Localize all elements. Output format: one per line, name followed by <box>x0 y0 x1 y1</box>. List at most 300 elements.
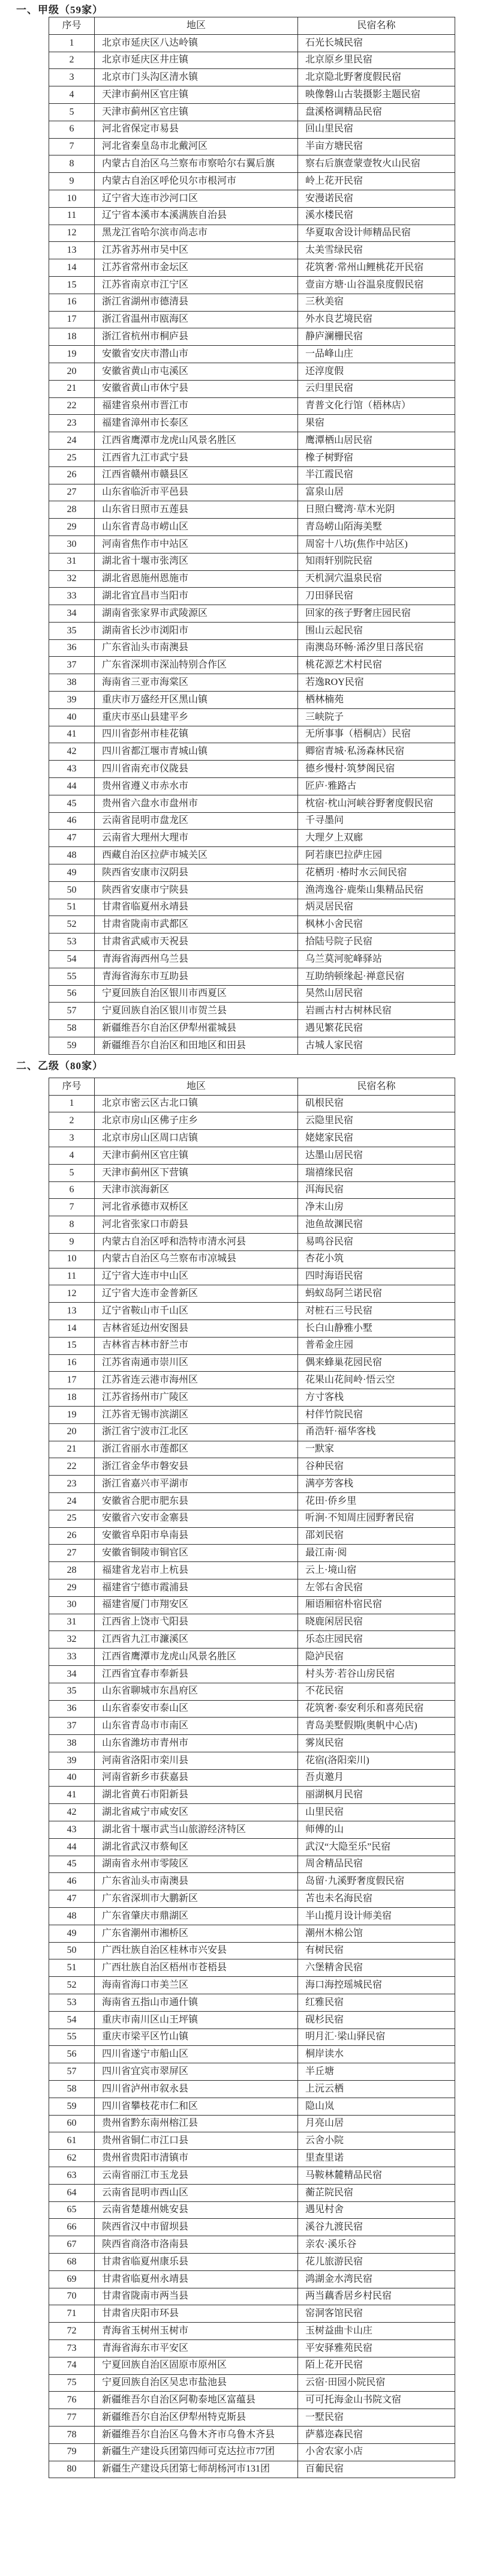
homestay-name-cell: 花筑奢·泰安利乐和喜苑民宿 <box>298 1700 455 1718</box>
region-cell: 山东省聊城市东昌府区 <box>95 1683 298 1700</box>
table-row <box>49 1735 455 1752</box>
homestay-name-cell: 四时海语民宿 <box>298 1268 455 1285</box>
homestay-name-cell: 蚂蚁岛阿兰诺民宿 <box>298 1285 455 1303</box>
table-row <box>49 1873 455 1890</box>
homestay-name-cell: 溪水楼民宿 <box>298 207 455 225</box>
homestay-name-cell: 乌兰莫河驼峰驿站 <box>298 951 455 968</box>
row-number-cell: 43 <box>49 761 95 778</box>
table-row <box>49 121 455 138</box>
region-cell: 安徽省铜陵市铜官区 <box>95 1545 298 1562</box>
homestay-name-cell: 普希金庄园 <box>298 1337 455 1354</box>
table-row <box>49 674 455 692</box>
homestay-name-cell: 刀田驿民宿 <box>298 588 455 605</box>
table-row <box>49 1003 455 1020</box>
homestay-name-cell: 壹亩方塘·山谷温泉度假民宿 <box>298 276 455 294</box>
homestay-name-cell: 鹰潭栖山居民宿 <box>298 432 455 450</box>
table-row <box>49 484 455 501</box>
row-number-cell: 51 <box>49 1959 95 1977</box>
table-row <box>49 311 455 328</box>
row-number-cell: 77 <box>49 2409 95 2427</box>
row-number-cell: 19 <box>49 346 95 363</box>
row-number-cell: 24 <box>49 432 95 450</box>
homestay-name-cell: 丽湖枫月民宿 <box>298 1787 455 1804</box>
homestay-name-cell: 方寸客栈 <box>298 1389 455 1407</box>
row-number-cell: 18 <box>49 1389 95 1407</box>
row-number-cell: 24 <box>49 1492 95 1510</box>
table-row <box>49 519 455 536</box>
table-row <box>49 2426 455 2443</box>
table-row <box>49 2357 455 2374</box>
homestay-name-cell: 百葡民宿 <box>298 2461 455 2478</box>
homestay-name-cell: 上沅云栖 <box>298 2081 455 2098</box>
row-number-cell: 35 <box>49 1683 95 1700</box>
table-row <box>49 2339 455 2357</box>
table-row <box>49 847 455 864</box>
homestay-name-cell: 满亭芳客栈 <box>298 1476 455 1493</box>
row-number-cell: 22 <box>49 1458 95 1476</box>
row-number-cell: 35 <box>49 622 95 639</box>
table-row <box>49 1164 455 1181</box>
homestay-name-cell: 岩画古村古树林民宿 <box>298 1003 455 1020</box>
table-row <box>49 1250 455 1268</box>
row-number-cell: 1 <box>49 1095 95 1112</box>
grade-a-table <box>49 17 455 1055</box>
header-row <box>49 1078 455 1095</box>
region-cell: 云南省昆明市西山区 <box>95 2184 298 2201</box>
region-cell: 江西省九江市武宁县 <box>95 449 298 466</box>
region-cell: 甘肃省陇南市武都区 <box>95 916 298 934</box>
row-number-cell: 14 <box>49 259 95 277</box>
homestay-name-cell: 静庐澜栅民宿 <box>298 328 455 346</box>
homestay-name-cell: 玉树益曲卡山庄 <box>298 2323 455 2340</box>
homestay-name-cell: 雾岚民宿 <box>298 1735 455 1752</box>
row-number-cell: 40 <box>49 708 95 726</box>
region-cell: 河北省承德市双桥区 <box>95 1199 298 1216</box>
table-row <box>49 1441 455 1458</box>
homestay-name-cell: 知雨轩别院民宿 <box>298 553 455 570</box>
row-number-cell: 12 <box>49 225 95 242</box>
homestay-name-cell: 果宿 <box>298 415 455 432</box>
row-number-cell: 13 <box>49 242 95 259</box>
region-cell: 河南省洛阳市栾川县 <box>95 1752 298 1769</box>
region-cell: 四川省泸州市叙永县 <box>95 2081 298 2098</box>
region-cell: 甘肃省陇南市两当县 <box>95 2288 298 2305</box>
row-number-cell: 23 <box>49 1476 95 1493</box>
region-cell: 湖北省恩施州恩施市 <box>95 570 298 588</box>
row-number-cell: 48 <box>49 1908 95 1925</box>
homestay-name-cell: 半丘塘 <box>298 2063 455 2081</box>
region-cell: 安徽省阜阳市阜南县 <box>95 1527 298 1545</box>
region-cell: 山东省泰安市泰山区 <box>95 1700 298 1718</box>
region-cell: 广东省肇庆市鼎湖区 <box>95 1908 298 1925</box>
region-cell: 陕西省安康市汉阴县 <box>95 864 298 882</box>
row-number-cell: 31 <box>49 553 95 570</box>
table-row <box>49 1199 455 1216</box>
homestay-name-cell: 花宿(洛阳栾川) <box>298 1752 455 1769</box>
region-cell: 云南省昆明市盘龙区 <box>95 812 298 830</box>
homestay-name-cell: 隐山岚 <box>298 2098 455 2115</box>
region-cell: 四川省遂宁市船山区 <box>95 2046 298 2063</box>
table-row <box>49 1908 455 1925</box>
row-number-cell: 40 <box>49 1769 95 1787</box>
homestay-name-cell: 姥姥家民宿 <box>298 1130 455 1147</box>
region-cell: 新疆维吾尔自治区和田地区和田县 <box>95 1037 298 1055</box>
table-row <box>49 1372 455 1389</box>
table-row <box>49 1890 455 1908</box>
section-grade-b-heading: 二、乙级（80家） <box>16 1060 103 1072</box>
region-cell: 山东省临沂市平邑县 <box>95 484 298 501</box>
region-cell: 辽宁省大连市中山区 <box>95 1268 298 1285</box>
region-cell: 河南省新乡市获嘉县 <box>95 1769 298 1787</box>
region-cell: 山东省日照市五莲县 <box>95 501 298 519</box>
row-number-cell: 50 <box>49 1942 95 1959</box>
region-cell: 江苏省南京市江宁区 <box>95 276 298 294</box>
region-cell: 贵州省六盘水市盘州市 <box>95 795 298 812</box>
table-row <box>49 2461 455 2478</box>
region-cell: 浙江省丽水市莲都区 <box>95 1441 298 1458</box>
table-row <box>49 1216 455 1234</box>
table-row <box>49 570 455 588</box>
homestay-name-cell: 枕宿·枕山河峡谷野奢度假民宿 <box>298 795 455 812</box>
homestay-name-cell: 华夏取舍设计师精品民宿 <box>298 225 455 242</box>
region-cell: 辽宁省鞍山市千山区 <box>95 1303 298 1320</box>
row-number-cell: 10 <box>49 190 95 207</box>
region-cell: 云南省大理州大理市 <box>95 830 298 847</box>
homestay-name-cell: 最江南·阅 <box>298 1545 455 1562</box>
region-cell: 江苏省常州市金坛区 <box>95 259 298 277</box>
homestay-name-cell: 窑洞客馆民宿 <box>298 2305 455 2323</box>
homestay-name-cell: 富泉山居 <box>298 484 455 501</box>
homestay-name-cell: 枫林小舍民宿 <box>298 916 455 934</box>
column-header-number: 序号 <box>49 17 95 35</box>
region-cell: 甘肃省临夏州永靖县 <box>95 899 298 916</box>
table-row <box>49 415 455 432</box>
table-row <box>49 2167 455 2185</box>
region-cell: 重庆市万盛经开区黑山镇 <box>95 692 298 709</box>
row-number-cell: 62 <box>49 2150 95 2167</box>
region-cell: 河北省秦皇岛市北戴河区 <box>95 138 298 155</box>
table-row <box>49 276 455 294</box>
region-cell: 浙江省嘉兴市平湖市 <box>95 1476 298 1493</box>
row-number-cell: 6 <box>49 1181 95 1199</box>
row-number-cell: 26 <box>49 466 95 484</box>
table-row <box>49 622 455 639</box>
row-number-cell: 57 <box>49 1003 95 1020</box>
column-header-name: 民宿名称 <box>298 1078 455 1095</box>
row-number-cell: 20 <box>49 1423 95 1441</box>
homestay-name-cell: 若逸ROY民宿 <box>298 674 455 692</box>
row-number-cell: 26 <box>49 1527 95 1545</box>
table-row <box>49 1925 455 1942</box>
homestay-name-cell: 古城人家民宿 <box>298 1037 455 1055</box>
table-row <box>49 2288 455 2305</box>
table-row <box>49 605 455 623</box>
table-row <box>49 138 455 155</box>
row-number-cell: 41 <box>49 1787 95 1804</box>
table-row <box>49 2081 455 2098</box>
row-number-cell: 49 <box>49 1925 95 1942</box>
table-row <box>49 1631 455 1648</box>
region-cell: 天津市蓟州区官庄镇 <box>95 103 298 121</box>
homestay-name-cell: 亲农·溪乐谷 <box>298 2236 455 2254</box>
region-cell: 广西壮族自治区桂林市兴安县 <box>95 1942 298 1959</box>
table-row <box>49 155 455 173</box>
row-number-cell: 11 <box>49 207 95 225</box>
table-row <box>49 1406 455 1423</box>
homestay-name-cell: 里查里诺 <box>298 2150 455 2167</box>
table-row <box>49 380 455 397</box>
region-cell: 青海省海东市互助县 <box>95 968 298 985</box>
row-number-cell: 47 <box>49 1890 95 1908</box>
table-row <box>49 1130 455 1147</box>
table-row <box>49 2323 455 2340</box>
table-row <box>49 1942 455 1959</box>
region-cell: 四川省都江堰市青城山镇 <box>95 743 298 761</box>
homestay-name-cell: 周窑十八坊(焦作中站区) <box>298 535 455 553</box>
region-cell: 山东省青岛市崂山区 <box>95 519 298 536</box>
row-number-cell: 32 <box>49 1631 95 1648</box>
homestay-name-cell: 邵刘民宿 <box>298 1527 455 1545</box>
homestay-name-cell: 六堡精舍民宿 <box>298 1959 455 1977</box>
row-number-cell: 45 <box>49 795 95 812</box>
region-cell: 广东省深圳市大鹏新区 <box>95 1890 298 1908</box>
region-cell: 吉林省延边州安图县 <box>95 1320 298 1337</box>
table-row <box>49 1303 455 1320</box>
region-cell: 福建省宁德市霞浦县 <box>95 1579 298 1596</box>
table-row <box>49 1752 455 1769</box>
homestay-name-cell: 谷种民宿 <box>298 1458 455 1476</box>
homestay-name-cell: 马鞍林麓精品民宿 <box>298 2167 455 2185</box>
table-row <box>49 86 455 104</box>
region-cell: 广西壮族自治区梧州市苍梧县 <box>95 1959 298 1977</box>
homestay-name-cell: 小舍农家小店 <box>298 2443 455 2461</box>
homestay-name-cell: 偶来蜂巢花园民宿 <box>298 1354 455 1372</box>
row-number-cell: 28 <box>49 501 95 519</box>
table-row <box>49 1492 455 1510</box>
table-row <box>49 1545 455 1562</box>
homestay-name-cell: 半亩方塘民宿 <box>298 138 455 155</box>
table-row <box>49 553 455 570</box>
table-row <box>49 743 455 761</box>
table-row <box>49 1562 455 1579</box>
homestay-name-cell: 晓鹿闲居民宿 <box>298 1614 455 1631</box>
table-row <box>49 449 455 466</box>
region-cell: 天津市蓟州区下营镇 <box>95 1164 298 1181</box>
table-row <box>49 2305 455 2323</box>
homestay-name-cell: 青普文化行馆（梧林店） <box>298 397 455 415</box>
table-row <box>49 363 455 380</box>
row-number-cell: 37 <box>49 1718 95 1735</box>
table-row <box>49 1994 455 2012</box>
region-cell: 新疆维吾尔自治区伊犁州霍城县 <box>95 1020 298 1037</box>
row-number-cell: 50 <box>49 881 95 899</box>
table-row <box>49 985 455 1003</box>
row-number-cell: 43 <box>49 1821 95 1839</box>
table-row <box>49 1268 455 1285</box>
table-row <box>49 1821 455 1839</box>
homestay-name-cell: 有树民宿 <box>298 1942 455 1959</box>
homestay-name-cell: 可可托海金山书院文宿 <box>298 2392 455 2409</box>
homestay-name-cell: 外水良艺境民宿 <box>298 311 455 328</box>
region-cell: 安徽省合肥市肥东县 <box>95 1492 298 1510</box>
table-row <box>49 242 455 259</box>
row-number-cell: 31 <box>49 1614 95 1631</box>
table-row <box>49 173 455 190</box>
homestay-name-cell: 一墅民宿 <box>298 2409 455 2427</box>
homestay-name-cell: 花栖玥 ·椿时水云间民宿 <box>298 864 455 882</box>
region-cell: 甘肃省临夏州永靖县 <box>95 2270 298 2288</box>
row-number-cell: 33 <box>49 1648 95 1666</box>
row-number-cell: 57 <box>49 2063 95 2081</box>
row-number-cell: 20 <box>49 363 95 380</box>
table-row <box>49 588 455 605</box>
row-number-cell: 56 <box>49 985 95 1003</box>
row-number-cell: 79 <box>49 2443 95 2461</box>
row-number-cell: 39 <box>49 1752 95 1769</box>
table-row <box>49 1337 455 1354</box>
row-number-cell: 19 <box>49 1406 95 1423</box>
homestay-name-cell: 吾贞邀月 <box>298 1769 455 1787</box>
row-number-cell: 56 <box>49 2046 95 2063</box>
table-row <box>49 1648 455 1666</box>
table-row <box>49 2011 455 2029</box>
homestay-name-cell: 隐泸民宿 <box>298 1648 455 1666</box>
region-cell: 江西省鹰潭市龙虎山风景名胜区 <box>95 432 298 450</box>
row-number-cell: 25 <box>49 449 95 466</box>
column-header-region: 地区 <box>95 17 298 35</box>
homestay-name-cell: 半江霞民宿 <box>298 466 455 484</box>
homestay-name-cell: 瑞禧缘民宿 <box>298 1164 455 1181</box>
region-cell: 新疆生产建设兵团第七师胡杨河市131团 <box>95 2461 298 2478</box>
table-row <box>49 1476 455 1493</box>
region-cell: 贵州省铜仁市江口县 <box>95 2132 298 2150</box>
table-row <box>49 692 455 709</box>
region-cell: 浙江省金华市磐安县 <box>95 1458 298 1476</box>
homestay-name-cell: 太美雪绿民宿 <box>298 242 455 259</box>
region-cell: 江苏省连云港市海州区 <box>95 1372 298 1389</box>
region-cell: 内蒙古自治区乌兰察布市察哈尔右翼后旗 <box>95 155 298 173</box>
homestay-name-cell: 陌上花开民宿 <box>298 2357 455 2374</box>
table-row <box>49 2201 455 2219</box>
row-number-cell: 64 <box>49 2184 95 2201</box>
section-grade-a-heading: 一、甲级（59家） <box>16 4 103 16</box>
table-row <box>49 2374 455 2392</box>
table-row <box>49 2409 455 2427</box>
table-row <box>49 1510 455 1527</box>
row-number-cell: 29 <box>49 519 95 536</box>
row-number-cell: 15 <box>49 1337 95 1354</box>
table-row <box>49 1787 455 1804</box>
row-number-cell: 55 <box>49 968 95 985</box>
homestay-name-cell: 遇见繁花民宿 <box>298 1020 455 1037</box>
region-cell: 陕西省安康市宁陕县 <box>95 881 298 899</box>
region-cell: 江苏省扬州市广陵区 <box>95 1389 298 1407</box>
row-number-cell: 6 <box>49 121 95 138</box>
row-number-cell: 17 <box>49 311 95 328</box>
region-cell: 安徽省黄山市屯溪区 <box>95 363 298 380</box>
homestay-name-cell: 青岛美墅假期(奥帆中心店) <box>298 1718 455 1735</box>
table-row <box>49 294 455 311</box>
row-number-cell: 33 <box>49 588 95 605</box>
homestay-name-cell: 红雅民宿 <box>298 1994 455 2012</box>
table-row <box>49 1354 455 1372</box>
region-cell: 广东省汕头市南澳县 <box>95 639 298 657</box>
region-cell: 宁夏回族自治区吴忠市盐池县 <box>95 2374 298 2392</box>
homestay-name-cell: 村伴竹院民宿 <box>298 1406 455 1423</box>
region-cell: 江西省鹰潭市龙虎山风景名胜区 <box>95 1648 298 1666</box>
region-cell: 北京市延庆区八达岭镇 <box>95 34 298 52</box>
homestay-name-cell: 映像磐山古装摄影主题民宿 <box>298 86 455 104</box>
homestay-name-cell: 桃花源艺术村民宿 <box>298 657 455 674</box>
region-cell: 天津市滨海新区 <box>95 1181 298 1199</box>
table-row <box>49 761 455 778</box>
region-cell: 新疆维吾尔自治区阿勒泰地区富蕴县 <box>95 2392 298 2409</box>
row-number-cell: 3 <box>49 1130 95 1147</box>
row-number-cell: 44 <box>49 1838 95 1856</box>
row-number-cell: 59 <box>49 2098 95 2115</box>
table-row <box>49 1527 455 1545</box>
row-number-cell: 34 <box>49 605 95 623</box>
region-cell: 江苏省苏州市吴中区 <box>95 242 298 259</box>
region-cell: 安徽省六安市金寨县 <box>95 1510 298 1527</box>
region-cell: 甘肃省武威市天祝县 <box>95 934 298 951</box>
homestay-name-cell: 溪谷九渡民宿 <box>298 2219 455 2236</box>
homestay-name-cell: 砚杉民宿 <box>298 2011 455 2029</box>
region-cell: 天津市蓟州区官庄镇 <box>95 1147 298 1165</box>
row-number-cell: 38 <box>49 674 95 692</box>
region-cell: 江苏省南通市崇川区 <box>95 1354 298 1372</box>
region-cell: 西藏自治区拉萨市城关区 <box>95 847 298 864</box>
region-cell: 内蒙古自治区呼和浩特市清水河县 <box>95 1233 298 1250</box>
homestay-name-cell: 杏花小筑 <box>298 1250 455 1268</box>
row-number-cell: 80 <box>49 2461 95 2478</box>
row-number-cell: 23 <box>49 415 95 432</box>
region-cell: 北京市房山区佛子庄乡 <box>95 1112 298 1130</box>
homestay-name-cell: 岛留·九溪野奢度假民宿 <box>298 1873 455 1890</box>
region-cell: 江西省九江市濂溪区 <box>95 1631 298 1648</box>
row-number-cell: 5 <box>49 103 95 121</box>
row-number-cell: 53 <box>49 1994 95 2012</box>
row-number-cell: 18 <box>49 328 95 346</box>
region-cell: 湖北省黄石市阳新县 <box>95 1787 298 1804</box>
row-number-cell: 4 <box>49 1147 95 1165</box>
region-cell: 浙江省湖州市德清县 <box>95 294 298 311</box>
homestay-name-cell: 苫也未名海民宿 <box>298 1890 455 1908</box>
homestay-name-cell: 潮州木棉公馆 <box>298 1925 455 1942</box>
table-row <box>49 2098 455 2115</box>
row-number-cell: 7 <box>49 1199 95 1216</box>
row-number-cell: 67 <box>49 2236 95 2254</box>
table-row <box>49 466 455 484</box>
region-cell: 浙江省温州市瓯海区 <box>95 311 298 328</box>
homestay-name-cell: 盘溪格调精品民宿 <box>298 103 455 121</box>
row-number-cell: 2 <box>49 52 95 69</box>
region-cell: 北京市门头沟区清水镇 <box>95 69 298 86</box>
region-cell: 陕西省汉中市留坝县 <box>95 2219 298 2236</box>
region-cell: 湖北省十堰市张湾区 <box>95 553 298 570</box>
homestay-name-cell: 德乡慢村·筑梦阁民宿 <box>298 761 455 778</box>
homestay-name-cell: 围山云起民宿 <box>298 622 455 639</box>
row-number-cell: 21 <box>49 380 95 397</box>
region-cell: 河南省焦作市中站区 <box>95 535 298 553</box>
table-row <box>49 2046 455 2063</box>
homestay-name-cell: 一品峰山庄 <box>298 346 455 363</box>
header-row <box>49 17 455 35</box>
row-number-cell: 8 <box>49 155 95 173</box>
homestay-name-cell: 鸿湖金水湾民宿 <box>298 2270 455 2288</box>
row-number-cell: 32 <box>49 570 95 588</box>
region-cell: 山东省潍坊市青州市 <box>95 1735 298 1752</box>
